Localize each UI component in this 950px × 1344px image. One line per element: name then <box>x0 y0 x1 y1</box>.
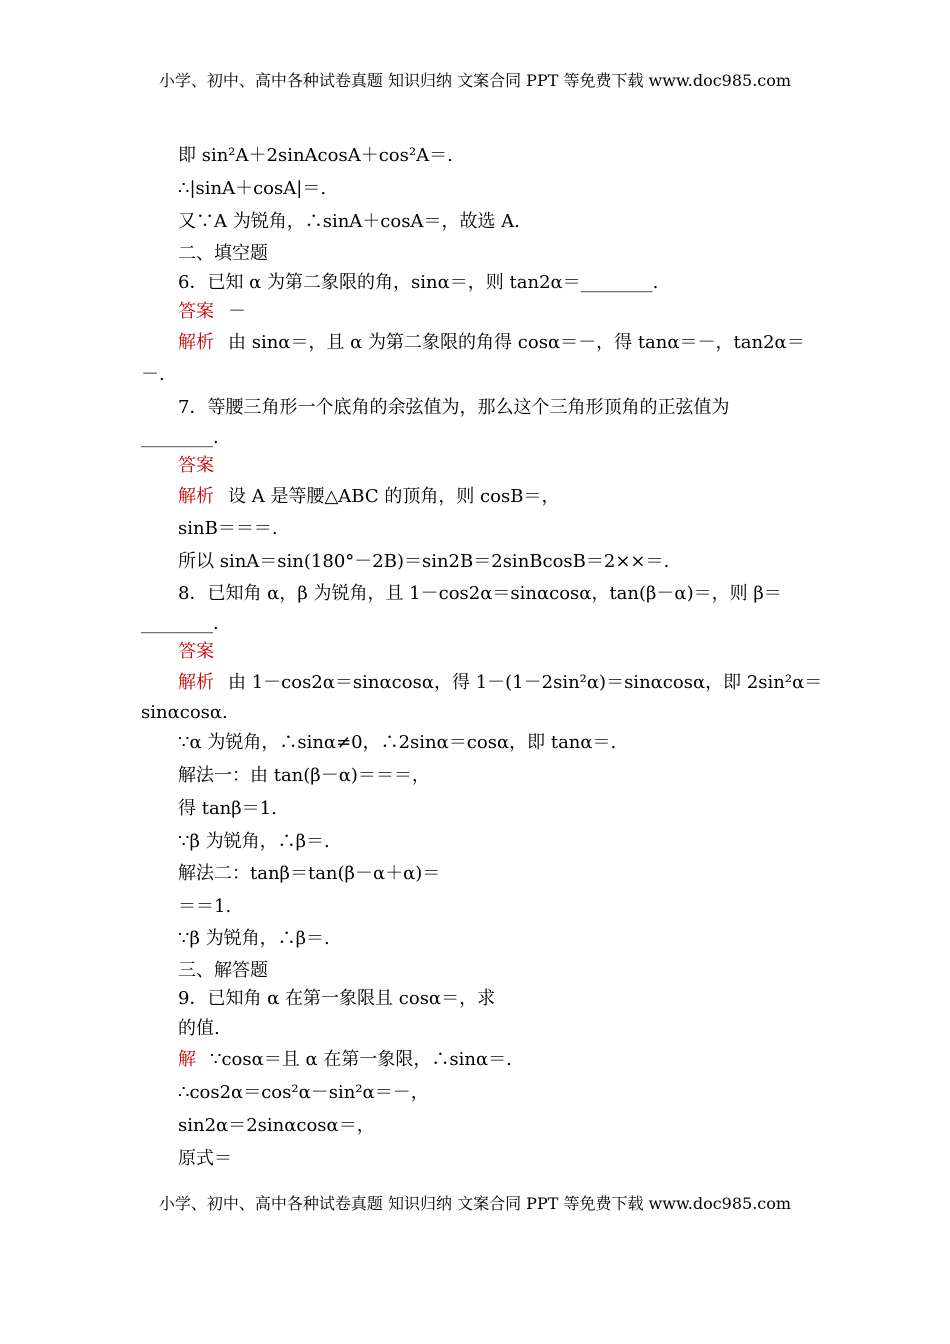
page-header: 小学、初中、高中各种试卷真题 知识归纳 文案合同 PPT 等免费下载 www.doc985.com <box>158 71 792 90</box>
text-line: ∴cos2α＝cos²α－sin²α＝－， <box>178 1082 429 1103</box>
text-line: ∵β 为锐角，∴β＝. <box>178 928 330 949</box>
answer-line <box>178 639 214 665</box>
analysis-text: 由 1－cos2α＝sinαcosα，得 1－(1－2sin²α)＝sinαcosα，即 2sin²α＝ <box>228 672 823 693</box>
text-line: ∵α 为锐角，∴sinα≠0，∴2sinα＝cosα，即 tanα＝. <box>178 732 617 753</box>
solution-text: ∵cosα＝且 α 在第一象限，∴sinα＝. <box>210 1049 512 1070</box>
analysis-label: 解析 <box>178 332 214 353</box>
blank-line: ________. <box>141 427 219 448</box>
text-line: 解法二：tanβ＝tan(β－α＋α)＝ <box>178 863 441 884</box>
question-9: 9．已知角 α 在第一象限且 cosα＝，求 <box>178 988 496 1009</box>
answer-line <box>178 453 214 479</box>
text-line: ＝＝1. <box>178 896 232 917</box>
analysis-label: 解析 <box>178 672 214 693</box>
text-line: 即 sin²A＋2sinAcosA＋cos²A＝. <box>178 145 453 166</box>
answer-text: － <box>228 301 246 322</box>
analysis-line <box>178 670 822 696</box>
text-line: －. <box>141 364 165 385</box>
answer-line <box>178 299 246 325</box>
question-7: 7．等腰三角形一个底角的余弦值为，那么这个三角形顶角的正弦值为 <box>178 397 730 418</box>
text-line: ∴|sinA＋cosA|＝. <box>178 178 327 199</box>
text-line: 又∵A 为锐角，∴sinA＋cosA＝，故选 A. <box>178 211 520 232</box>
text-line: 原式＝ <box>178 1148 232 1169</box>
page-footer: 小学、初中、高中各种试卷真题 知识归纳 文案合同 PPT 等免费下载 www.doc985.com <box>158 1194 792 1213</box>
text-line: sinαcosα. <box>141 702 228 723</box>
analysis-text: 由 sinα＝，且 α 为第二象限的角得 cosα＝－，得 tanα＝－，tan2α＝ <box>228 332 805 353</box>
solution-label: 解 <box>178 1049 196 1070</box>
text-line: ∵β 为锐角，∴β＝. <box>178 831 330 852</box>
text-line: 解法一：由 tan(β－α)＝＝＝， <box>178 765 430 786</box>
text-line: sinB＝＝＝. <box>178 518 278 539</box>
analysis-label: 解析 <box>178 486 214 507</box>
blank-line: ________. <box>141 613 219 634</box>
analysis-line <box>178 330 805 356</box>
analysis-line <box>178 484 559 510</box>
section-heading: 三、解答题 <box>178 960 268 981</box>
question-6: 6．已知 α 为第二象限的角，sinα＝，则 tan2α＝________. <box>178 272 659 293</box>
section-heading: 二、填空题 <box>178 243 268 264</box>
text-line: 得 tanβ＝1. <box>178 798 277 819</box>
question-8: 8．已知角 α，β 为锐角，且 1－cos2α＝sinαcosα，tan(β－α)＝，则 β＝ <box>178 583 782 604</box>
solution-line <box>178 1047 512 1073</box>
answer-label: 答案 <box>178 455 214 476</box>
text-line: sin2α＝2sinαcosα＝， <box>178 1115 375 1136</box>
analysis-text: 设 A 是等腰△ABC 的顶角，则 cosB＝， <box>228 486 560 507</box>
answer-label: 答案 <box>178 641 214 662</box>
text-line: 所以 sinA＝sin(180°－2B)＝sin2B＝2sinBcosB＝2××＝. <box>178 551 670 572</box>
answer-label: 答案 <box>178 301 214 322</box>
text-line: 的值. <box>178 1018 220 1039</box>
